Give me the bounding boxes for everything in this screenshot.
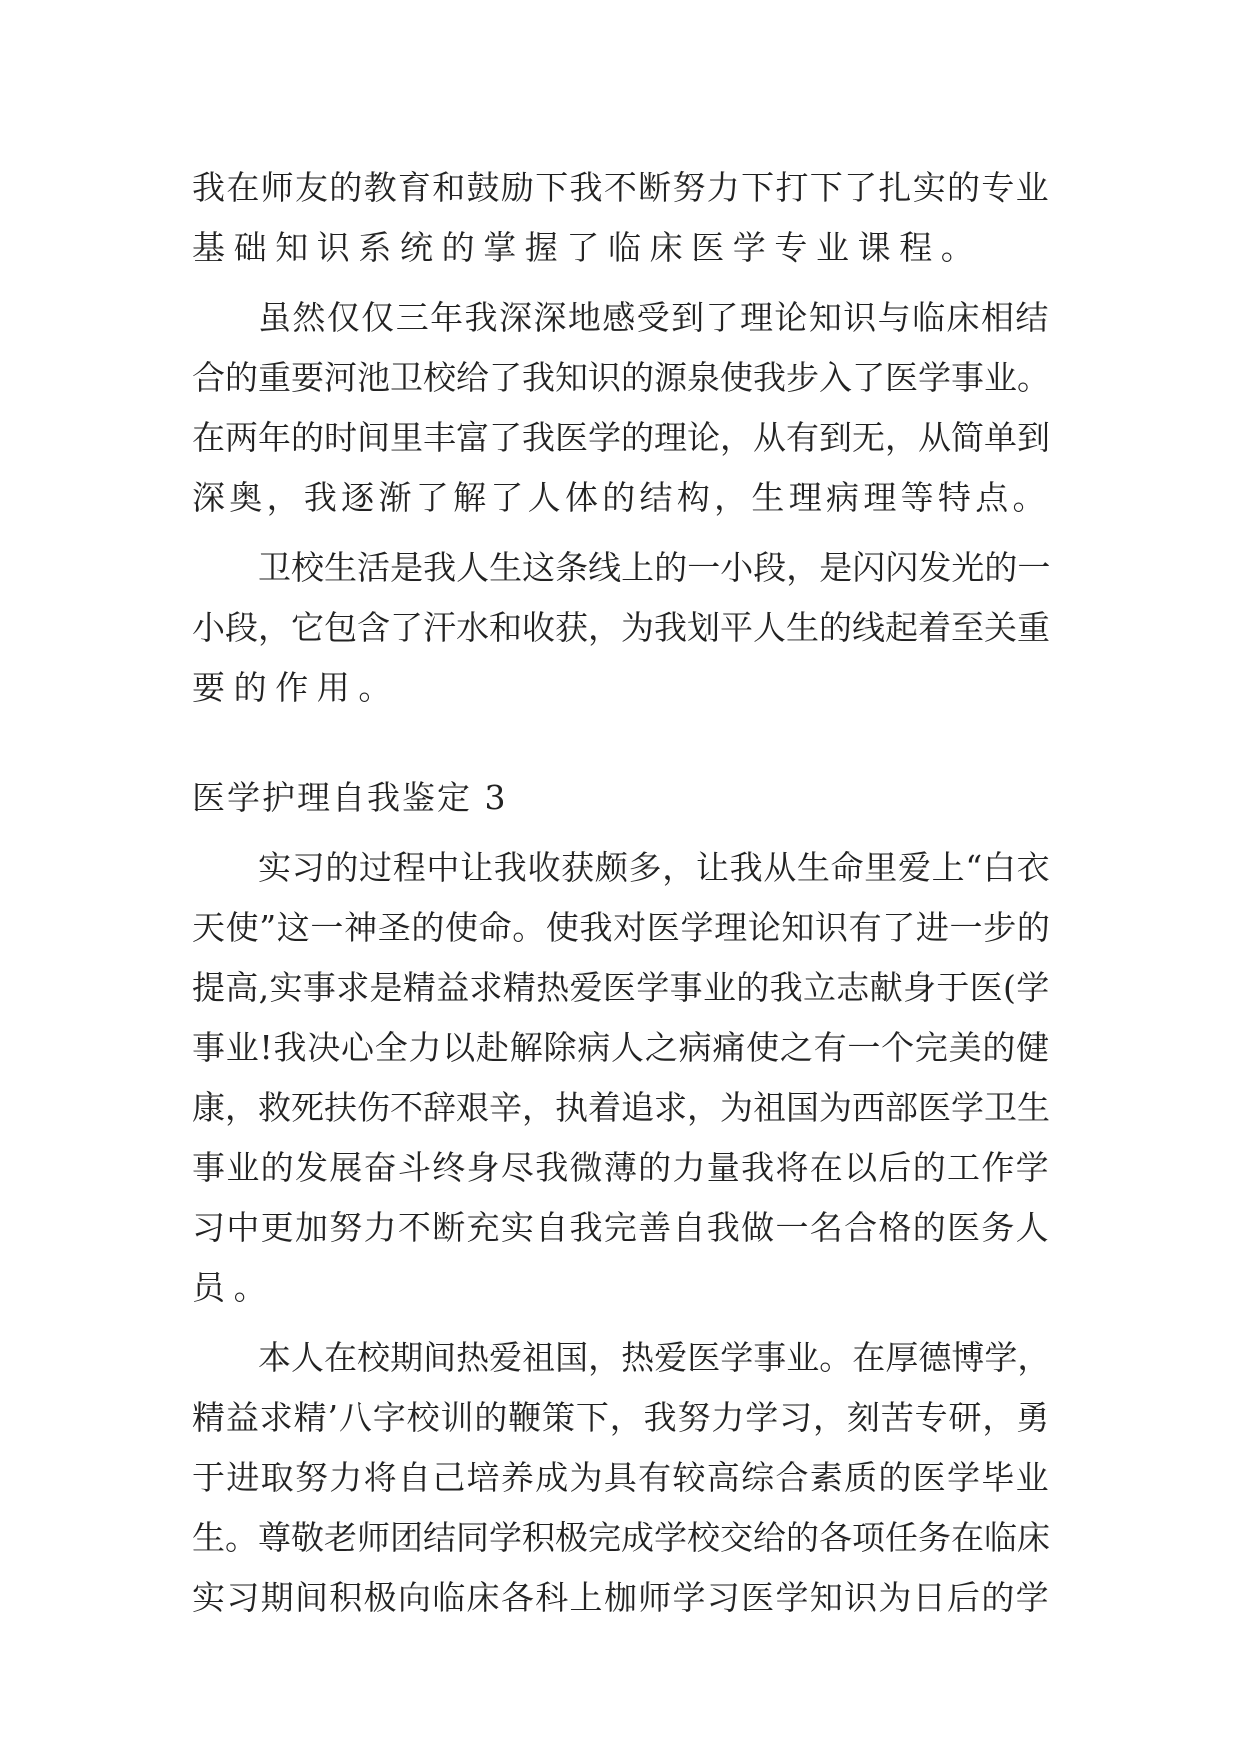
body-text-line: 天使”这一神圣的使命。使我对医学理论知识有了进一步的 bbox=[192, 908, 1051, 947]
body-text-line: 于进取努力将自己培养成为具有较高综合素质的医学毕业 bbox=[192, 1458, 1050, 1497]
body-text-line: 实习期间积极向临床各科上枷师学习医学知识为日后的学 bbox=[192, 1578, 1050, 1617]
body-text-line: 要的作用。 bbox=[192, 668, 400, 707]
body-text-line: 生。尊敬老师团结同学积极完成学校交给的各项任务在临床 bbox=[192, 1518, 1050, 1557]
body-text-line: 小段，它包含了汗水和收获，为我划平人生的线起着至关重 bbox=[192, 608, 1050, 647]
body-text-line: 员。 bbox=[192, 1268, 276, 1307]
paragraph-start-line: 虽然仅仅三年我深深地感受到了理论知识与临床相结 bbox=[258, 298, 1050, 337]
body-text-line: 提高,实事求是精益求精热爱医学事业的我立志献身于医(学 bbox=[192, 968, 1050, 1007]
body-text-line: 习中更加努力不断充实自我完善自我做一名合格的医务人 bbox=[192, 1208, 1050, 1247]
body-text-line: 基础知识系统的掌握了临床医学专业课程。 bbox=[192, 228, 983, 267]
body-text-line: 精益求精’八字校训的鞭策下，我努力学习，刻苦专研，勇 bbox=[192, 1398, 1051, 1437]
paragraph-start-line: 实习的过程中让我收获颇多，让我从生命里爱上“白衣 bbox=[258, 848, 1051, 887]
body-text-line: 事业的发展奋斗终身尽我微薄的力量我将在以后的工作学 bbox=[192, 1148, 1050, 1187]
paragraph-start-line: 本人在校期间热爱祖国，热爱医学事业。在厚德博学， bbox=[258, 1338, 1051, 1377]
body-text-line: 事业!我决心全力以赴解除病人之病痛使之有一个完美的健 bbox=[192, 1028, 1050, 1067]
body-text-line: 康，救死扶伤不辞艰辛，执着追求，为祖国为西部医学卫生 bbox=[192, 1088, 1050, 1127]
section-heading: 医学护理自我鉴定 3 bbox=[192, 778, 508, 817]
body-text-line: 深奥，我逐渐了解了人体的结构，生理病理等特点。 bbox=[192, 478, 1050, 517]
body-text-line: 我在师友的教育和鼓励下我不断努力下打下了扎实的专业 bbox=[192, 168, 1050, 207]
paragraph-start-line: 卫校生活是我人生这条线上的一小段，是闪闪发光的一 bbox=[258, 548, 1051, 587]
body-text-line: 合的重要河池卫校给了我知识的源泉使我步入了医学事业。 bbox=[192, 358, 1050, 397]
body-text-line: 在两年的时间里丰富了我医学的理论，从有到无，从简单到 bbox=[192, 418, 1050, 457]
